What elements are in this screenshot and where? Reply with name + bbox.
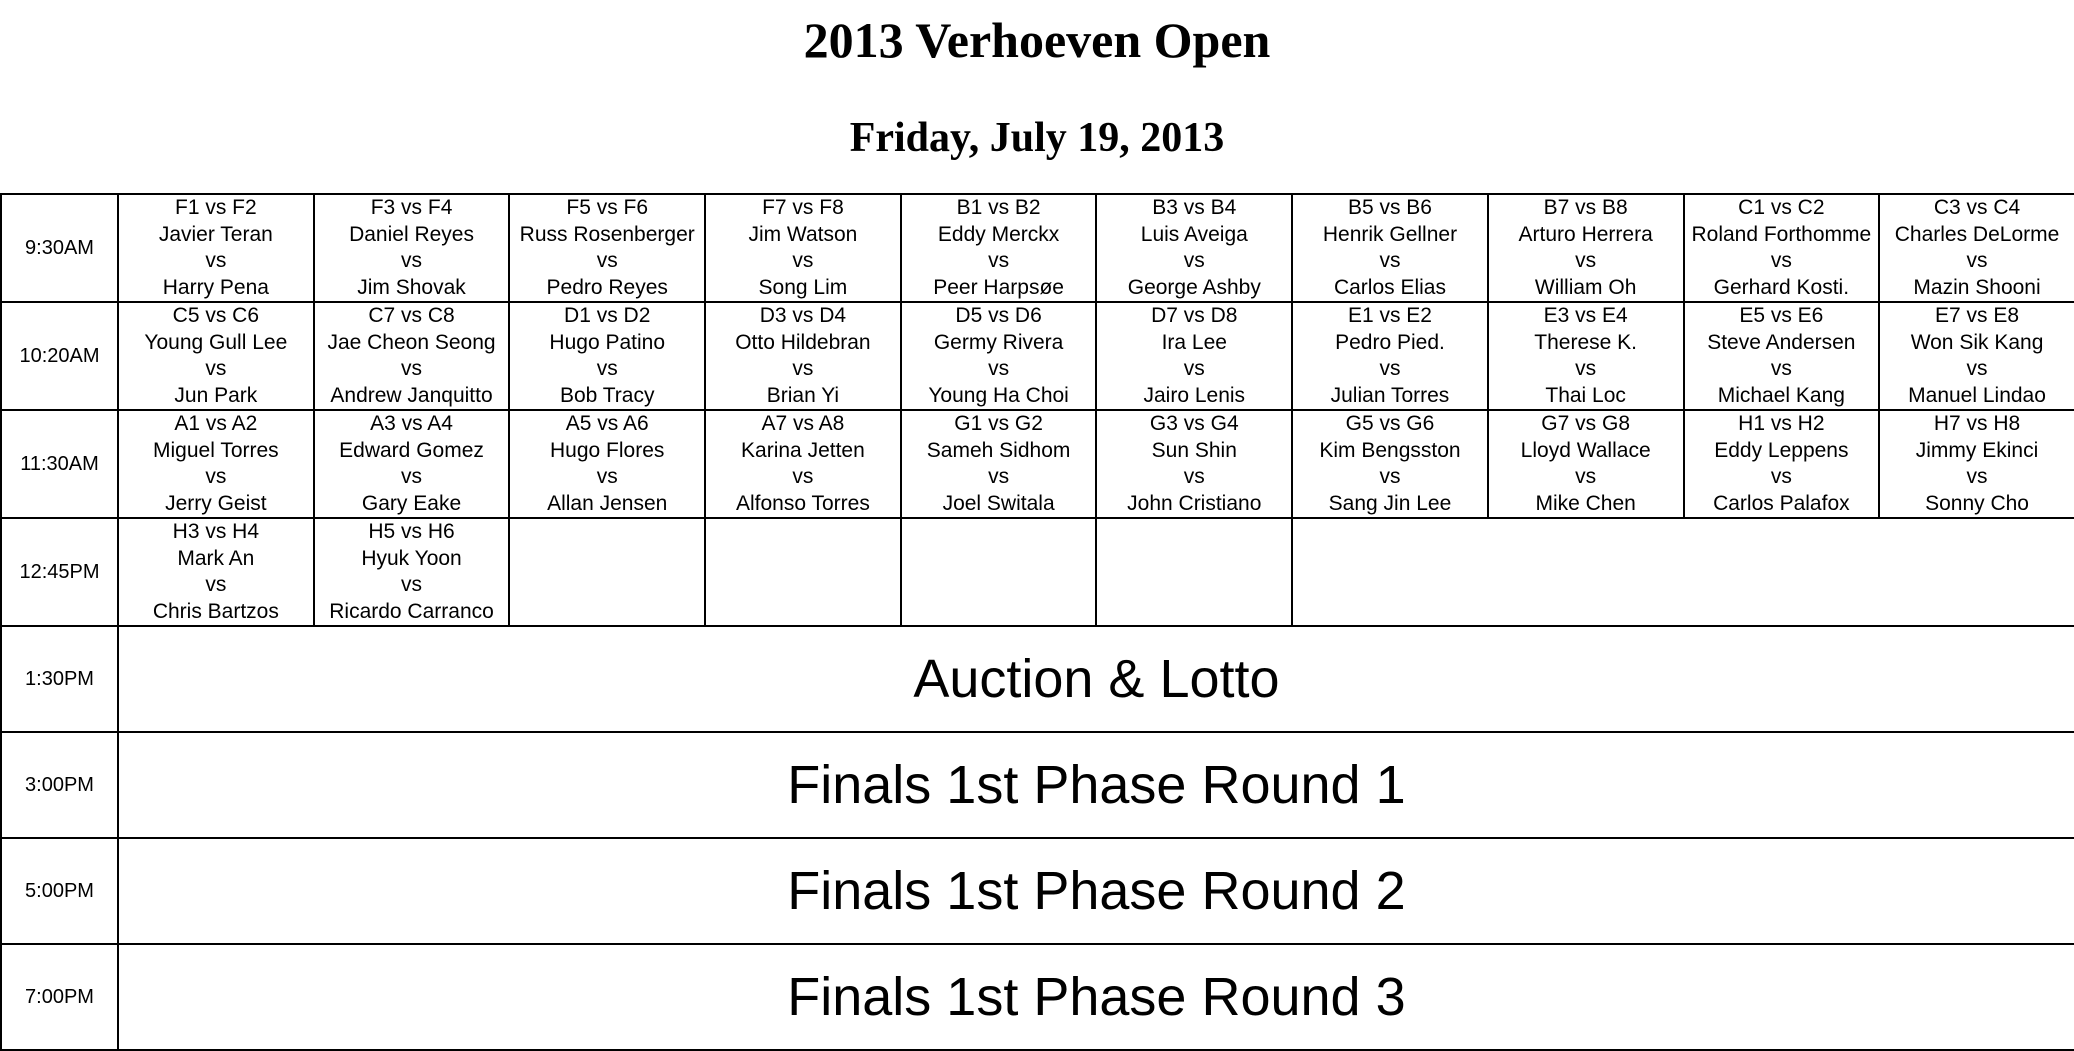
match-vs: vs bbox=[988, 249, 1010, 272]
match-vs: vs bbox=[596, 357, 618, 380]
match-player2: Alfonso Torres bbox=[735, 491, 870, 515]
match-cell bbox=[509, 410, 705, 518]
match-player2: Gerhard Kosti. bbox=[1713, 275, 1850, 299]
time-slot: 9:30AM bbox=[1, 194, 118, 302]
match-player1: Charles DeLorme bbox=[1894, 222, 2060, 246]
match-player1: Pedro Pied. bbox=[1335, 330, 1445, 354]
match-cell bbox=[509, 302, 705, 410]
match-player1: Russ Rosenberger bbox=[519, 222, 695, 246]
match-pairing: H1 vs H2 bbox=[1738, 412, 1825, 435]
match-cell bbox=[901, 410, 1097, 518]
match-player2: Jerry Geist bbox=[165, 491, 267, 515]
match-player2: Thai Loc bbox=[1545, 383, 1626, 407]
empty-cell bbox=[509, 518, 705, 626]
match-vs: vs bbox=[1966, 249, 1988, 272]
match-cell bbox=[1096, 410, 1292, 518]
match-player1: Steve Andersen bbox=[1707, 330, 1856, 354]
match-player1: Won Sik Kang bbox=[1910, 330, 2044, 354]
match-vs: vs bbox=[401, 249, 423, 272]
match-player2: Young Ha Choi bbox=[928, 383, 1069, 407]
match-player1: Hyuk Yoon bbox=[361, 546, 462, 570]
match-pairing: F3 vs F4 bbox=[370, 196, 453, 219]
match-cell bbox=[1488, 302, 1684, 410]
match-player2: Manuel Lindao bbox=[1908, 383, 2046, 407]
match-player2: Gary Eake bbox=[361, 491, 462, 515]
match-vs: vs bbox=[205, 573, 227, 596]
match-vs: vs bbox=[1379, 465, 1401, 488]
match-player1: Mark An bbox=[177, 546, 255, 570]
match-cell bbox=[901, 194, 1097, 302]
match-vs: vs bbox=[988, 357, 1010, 380]
match-cell bbox=[1292, 410, 1488, 518]
match-pairing: H3 vs H4 bbox=[172, 520, 260, 543]
match-pairing: H7 vs H8 bbox=[1933, 412, 2021, 435]
match-pairing: F7 vs F8 bbox=[762, 196, 844, 219]
match-player2: Carlos Palafox bbox=[1713, 491, 1850, 515]
match-pairing: D5 vs D6 bbox=[955, 304, 1042, 327]
match-player2: Ricardo Carranco bbox=[329, 599, 494, 623]
match-player2: Mike Chen bbox=[1535, 491, 1636, 515]
schedule-row bbox=[1, 410, 2074, 518]
match-vs: vs bbox=[1575, 465, 1597, 488]
match-pairing: F1 vs F2 bbox=[175, 196, 257, 219]
match-player2: Sonny Cho bbox=[1925, 491, 2029, 515]
match-vs: vs bbox=[792, 249, 814, 272]
match-pairing: B3 vs B4 bbox=[1152, 196, 1237, 219]
match-cell bbox=[1292, 302, 1488, 410]
match-vs: vs bbox=[1183, 357, 1205, 380]
match-player1: Therese K. bbox=[1534, 330, 1638, 354]
match-cell bbox=[1684, 302, 1880, 410]
match-cell bbox=[705, 410, 901, 518]
match-vs: vs bbox=[1770, 249, 1792, 272]
match-player1: Young Gull Lee bbox=[144, 330, 288, 354]
match-player1: Germy Rivera bbox=[933, 330, 1064, 354]
page-title: 2013 Verhoeven Open bbox=[803, 12, 1271, 68]
match-vs: vs bbox=[1183, 465, 1205, 488]
page-subtitle: Friday, July 19, 2013 bbox=[849, 115, 1225, 161]
match-player2: Julian Torres bbox=[1330, 383, 1450, 407]
match-cell bbox=[314, 518, 510, 626]
match-player1: Miguel Torres bbox=[153, 438, 279, 462]
match-cell bbox=[118, 194, 314, 302]
match-vs: vs bbox=[596, 249, 618, 272]
match-player2: Chris Bartzos bbox=[152, 599, 279, 623]
empty-cell bbox=[705, 518, 901, 626]
time-slot: 10:20AM bbox=[1, 302, 118, 410]
match-player1: Arturo Herrera bbox=[1518, 222, 1653, 246]
match-player2: Sang Jin Lee bbox=[1328, 491, 1452, 515]
match-vs: vs bbox=[792, 357, 814, 380]
match-vs: vs bbox=[1575, 357, 1597, 380]
event-cell: Finals 1st Phase Round 1 bbox=[118, 732, 2074, 838]
match-player1: Roland Forthomme bbox=[1691, 222, 1872, 246]
match-cell bbox=[1684, 410, 1880, 518]
match-pairing: F5 vs F6 bbox=[566, 196, 649, 219]
match-player2: Song Lim bbox=[758, 275, 848, 299]
match-pairing: H5 vs H6 bbox=[368, 520, 455, 543]
match-player2: Peer Harpsøe bbox=[933, 275, 1064, 299]
event-cell: Finals 1st Phase Round 2 bbox=[118, 838, 2074, 944]
match-vs: vs bbox=[1379, 249, 1401, 272]
match-pairing: B7 vs B8 bbox=[1543, 196, 1628, 219]
match-vs: vs bbox=[1379, 357, 1401, 380]
match-vs: vs bbox=[1966, 357, 1988, 380]
match-cell bbox=[1879, 194, 2074, 302]
match-pairing: D1 vs D2 bbox=[564, 304, 651, 327]
time-slot: 12:45PM bbox=[1, 518, 118, 626]
match-player2: Allan Jensen bbox=[547, 491, 668, 515]
match-pairing: C7 vs C8 bbox=[368, 304, 455, 327]
event-row bbox=[1, 838, 2074, 944]
time-slot: 3:00PM bbox=[1, 732, 118, 838]
match-pairing: E3 vs E4 bbox=[1543, 304, 1628, 327]
match-cell bbox=[1488, 410, 1684, 518]
match-player2: William Oh bbox=[1534, 275, 1637, 299]
match-vs: vs bbox=[205, 249, 227, 272]
match-cell bbox=[509, 194, 705, 302]
match-player2: Pedro Reyes bbox=[546, 275, 668, 299]
match-cell bbox=[1488, 194, 1684, 302]
event-row bbox=[1, 732, 2074, 838]
match-player1: Jimmy Ekinci bbox=[1915, 438, 2039, 462]
match-cell bbox=[1879, 410, 2074, 518]
match-pairing: C1 vs C2 bbox=[1738, 196, 1825, 219]
schedule-table bbox=[0, 193, 2074, 1051]
match-pairing: A1 vs A2 bbox=[174, 412, 258, 435]
match-cell bbox=[314, 194, 510, 302]
match-player2: John Cristiano bbox=[1127, 491, 1262, 515]
match-player1: Eddy Merckx bbox=[937, 222, 1060, 246]
event-cell: Auction & Lotto bbox=[118, 626, 2074, 732]
match-cell bbox=[1684, 194, 1880, 302]
match-player1: Hugo Patino bbox=[549, 330, 666, 354]
schedule-row bbox=[1, 518, 2074, 626]
match-player1: Jim Watson bbox=[748, 222, 858, 246]
event-row bbox=[1, 626, 2074, 732]
match-player1: Hugo Flores bbox=[550, 438, 665, 462]
match-vs: vs bbox=[792, 465, 814, 488]
match-player2: Jim Shovak bbox=[357, 275, 466, 299]
empty-cell bbox=[1488, 518, 1684, 626]
match-player2: Jun Park bbox=[174, 383, 258, 407]
match-player1: Otto Hildebran bbox=[735, 330, 871, 354]
match-pairing: G5 vs G6 bbox=[1345, 412, 1435, 435]
match-player1: Sameh Sidhom bbox=[926, 438, 1071, 462]
match-player2: Jairo Lenis bbox=[1143, 383, 1246, 407]
match-cell bbox=[314, 302, 510, 410]
match-vs: vs bbox=[1575, 249, 1597, 272]
match-pairing: G7 vs G8 bbox=[1541, 412, 1630, 435]
time-slot: 5:00PM bbox=[1, 838, 118, 944]
match-vs: vs bbox=[1770, 465, 1792, 488]
match-vs: vs bbox=[205, 357, 227, 380]
match-vs: vs bbox=[1966, 465, 1988, 488]
match-vs: vs bbox=[596, 465, 618, 488]
match-player1: Daniel Reyes bbox=[349, 222, 474, 246]
match-cell bbox=[118, 518, 314, 626]
match-cell bbox=[1879, 302, 2074, 410]
match-pairing: C3 vs C4 bbox=[1933, 196, 2021, 219]
event-row bbox=[1, 944, 2074, 1050]
match-player1: Karina Jetten bbox=[741, 438, 865, 462]
match-player2: Michael Kang bbox=[1717, 383, 1845, 407]
empty-cell bbox=[1684, 518, 1880, 626]
match-player1: Henrik Gellner bbox=[1322, 222, 1458, 246]
match-player1: Eddy Leppens bbox=[1714, 438, 1849, 462]
match-pairing: G1 vs G2 bbox=[954, 412, 1043, 435]
match-cell bbox=[314, 410, 510, 518]
match-cell bbox=[118, 302, 314, 410]
match-pairing: B5 vs B6 bbox=[1347, 196, 1432, 219]
event-cell: Finals 1st Phase Round 3 bbox=[118, 944, 2074, 1050]
match-player1: Jae Cheon Seong bbox=[327, 330, 496, 354]
match-player1: Edward Gomez bbox=[339, 438, 484, 462]
match-cell bbox=[1096, 302, 1292, 410]
match-cell bbox=[705, 194, 901, 302]
match-player1: Ira Lee bbox=[1161, 330, 1227, 354]
match-pairing: D7 vs D8 bbox=[1151, 304, 1238, 327]
match-player2: Harry Pena bbox=[162, 275, 269, 299]
match-vs: vs bbox=[1770, 357, 1792, 380]
match-player1: Kim Bengsston bbox=[1319, 438, 1461, 462]
match-cell bbox=[118, 410, 314, 518]
match-player2: Mazin Shooni bbox=[1913, 275, 2041, 299]
match-player1: Luis Aveiga bbox=[1140, 222, 1248, 246]
match-player2: Andrew Janquitto bbox=[330, 383, 493, 407]
match-player2: Brian Yi bbox=[766, 383, 840, 407]
empty-cell bbox=[1879, 518, 2074, 626]
match-player1: Sun Shin bbox=[1151, 438, 1237, 462]
match-pairing: E1 vs E2 bbox=[1347, 304, 1432, 327]
time-slot: 11:30AM bbox=[1, 410, 118, 518]
match-vs: vs bbox=[1183, 249, 1205, 272]
match-vs: vs bbox=[401, 465, 423, 488]
time-slot: 7:00PM bbox=[1, 944, 118, 1050]
empty-cell bbox=[1096, 518, 1292, 626]
match-pairing: A7 vs A8 bbox=[761, 412, 845, 435]
match-cell bbox=[901, 302, 1097, 410]
match-player2: Bob Tracy bbox=[559, 383, 655, 407]
empty-cell bbox=[901, 518, 1097, 626]
match-cell bbox=[1096, 194, 1292, 302]
match-player1: Javier Teran bbox=[158, 222, 273, 246]
match-vs: vs bbox=[401, 573, 423, 596]
empty-cell bbox=[1292, 518, 1488, 626]
match-vs: vs bbox=[401, 357, 423, 380]
time-slot: 1:30PM bbox=[1, 626, 118, 732]
schedule-row bbox=[1, 302, 2074, 410]
match-player2: Carlos Elias bbox=[1333, 275, 1446, 299]
match-pairing: G3 vs G4 bbox=[1149, 412, 1239, 435]
match-pairing: C5 vs C6 bbox=[172, 304, 260, 327]
match-pairing: D3 vs D4 bbox=[759, 304, 847, 327]
match-pairing: E7 vs E8 bbox=[1935, 304, 2020, 327]
match-cell bbox=[705, 302, 901, 410]
schedule-row bbox=[1, 194, 2074, 302]
match-vs: vs bbox=[988, 465, 1010, 488]
match-player1: Lloyd Wallace bbox=[1520, 438, 1651, 462]
match-player2: Joel Switala bbox=[942, 491, 1055, 515]
match-pairing: B1 vs B2 bbox=[956, 196, 1041, 219]
match-vs: vs bbox=[205, 465, 227, 488]
match-player2: George Ashby bbox=[1127, 275, 1261, 299]
match-pairing: E5 vs E6 bbox=[1739, 304, 1824, 327]
match-pairing: A5 vs A6 bbox=[565, 412, 649, 435]
match-cell bbox=[1292, 194, 1488, 302]
match-pairing: A3 vs A4 bbox=[370, 412, 453, 435]
